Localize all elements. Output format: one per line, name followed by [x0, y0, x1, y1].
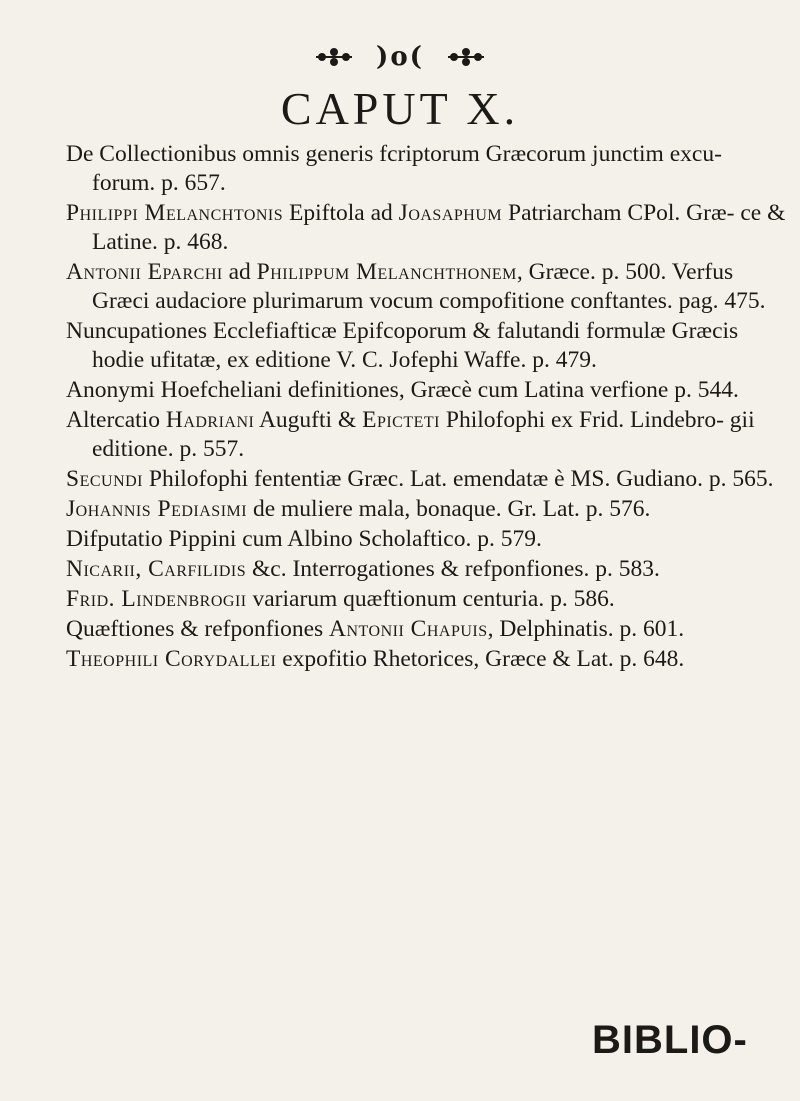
- list-item: De Collectionibus omnis generis fcriptorum Græcorum junctim excu- forum. p. 657.: [66, 141, 722, 196]
- list-item: Nuncupationes Ecclefiafticæ Epifcoporum & falutandi formulæ Græcis hodie ufitatæ, ex editione V. C. Jofephi Waffe. p. 479.: [66, 318, 739, 373]
- list-item: Theophili Corydallei expofitio Rhetorices, Græce & Lat. p. 648.: [66, 646, 685, 672]
- list-item: Nicarii, Carfilidis &c. Interrogationes & refponfiones. p. 583.: [66, 556, 660, 582]
- chapter-title: CAPUT X.: [280, 83, 520, 134]
- list-item: Johannis Pediasimi de muliere mala, bonaque. Gr. Lat. p. 576.: [66, 496, 651, 522]
- list-item: Anonymi Hoefcheliani definitiones, Græcè cum Latina verfione p. 544.: [66, 377, 739, 403]
- entry-list: [66, 140, 786, 675]
- list-item: Antonii Eparchi ad Philippum Melanchthonem, Græce. p. 500. Verfus Græci audaciore plurimarum vocum compofitione conftantes. pag. 475.: [66, 259, 766, 314]
- list-item: Quæftiones & refponfiones Antonii Chapuis, Delphinatis. p. 601.: [66, 616, 685, 642]
- list-item: Altercatio Hadriani Augufti & Epicteti Philofophi ex Frid. Lindebro- gii editione. p. 557.: [66, 407, 755, 462]
- header-ornament: [0, 42, 800, 72]
- fleuron-left-icon: [314, 46, 354, 68]
- list-item: Philippi Melanchtonis Epiftola ad Joasaphum Patriarcham CPol. Græ- ce & Latine. p. 468.: [66, 200, 786, 255]
- list-item: Secundi Philofophi fententiæ Græc. Lat. emendatæ è MS. Gudiano. p. 565.: [66, 466, 774, 492]
- fleuron-right-icon: [446, 46, 486, 68]
- list-item: Difputatio Pippini cum Albino Scholaftico. p. 579.: [66, 526, 542, 552]
- ornament-center: )o(: [376, 42, 424, 72]
- list-item: Frid. Lindenbrogii variarum quæftionum centuria. p. 586.: [66, 586, 615, 612]
- catchword: BIBLIO-: [592, 1018, 748, 1062]
